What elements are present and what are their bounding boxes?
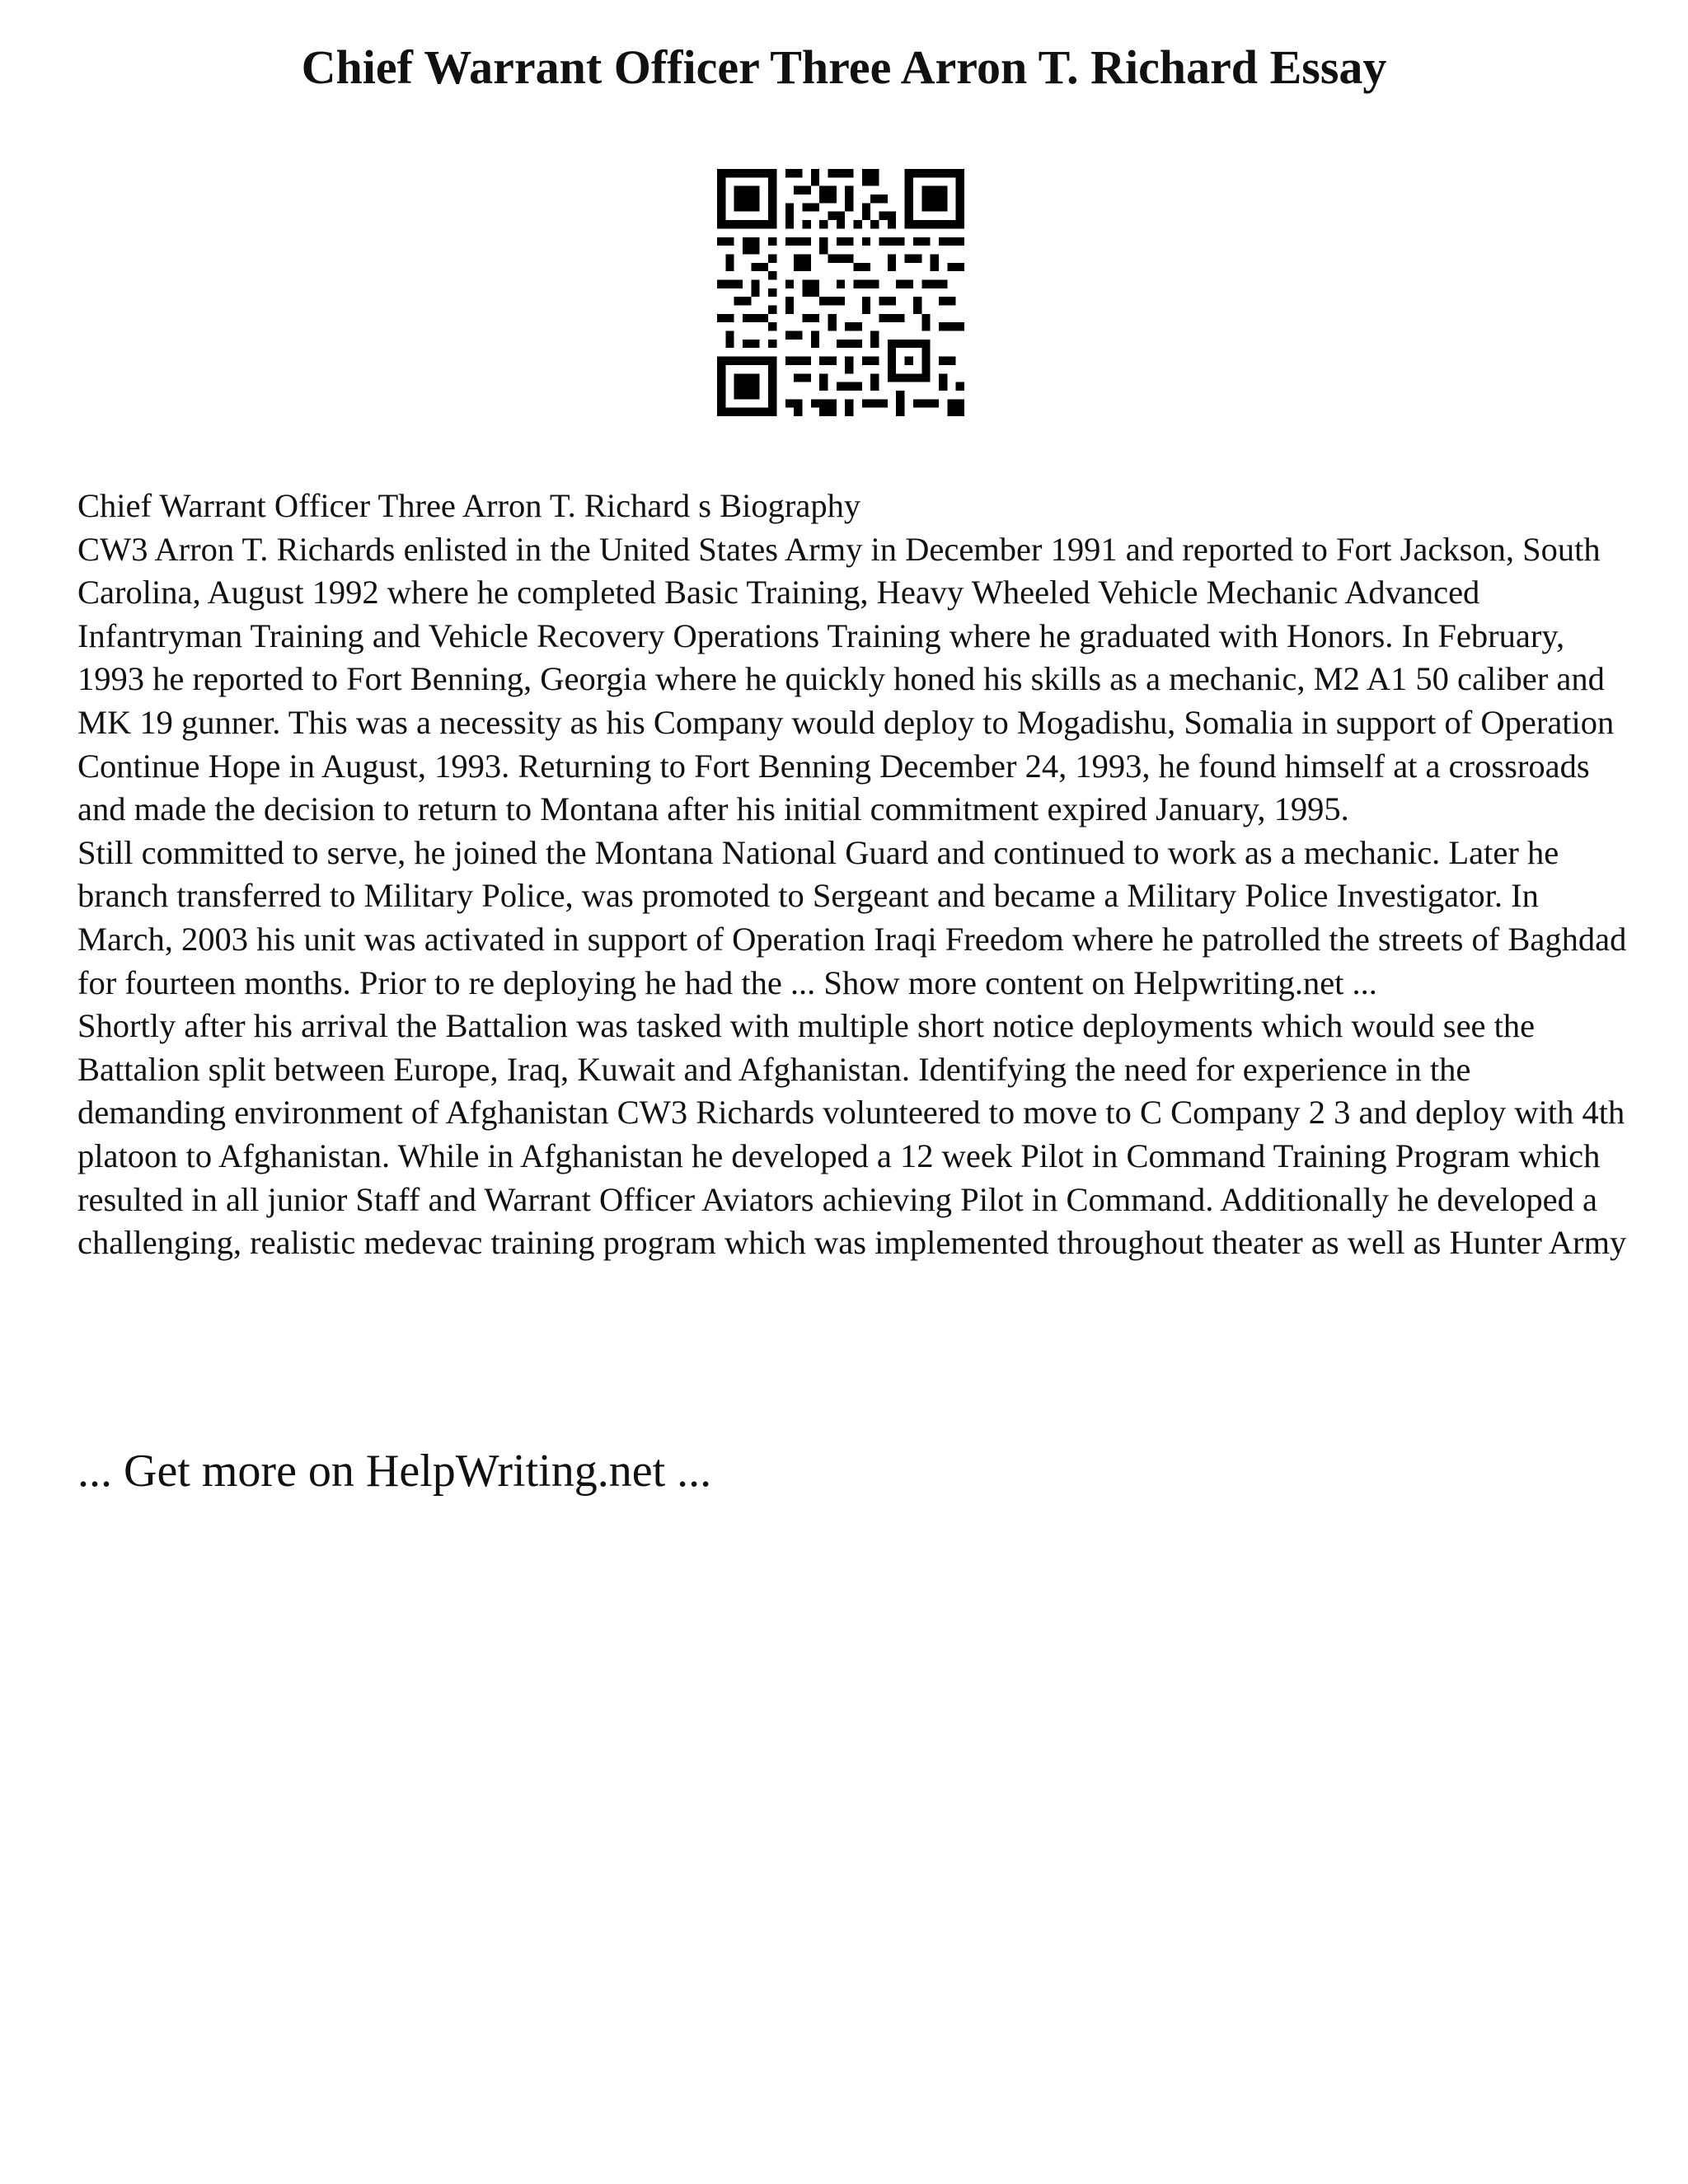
paragraph-national-guard: Still committed to serve, he joined the Montana National Guard and continued to work as a mechanic. Later he branch transferred to Military Police, was promoted to Sergeant and became a Military Police Investigator. In March, 2003 his unit was activated in support of Operation Iraqi Freedom where he patrolled the streets of Baghdad for fourteen months. Prior to re deploying he had the ... Show more content on Helpwriting.net ... [77,833,1627,1001]
essay-body [77,485,1627,1265]
paragraph-battalion: Shortly after his arrival the Battalion was tasked with multiple short notice deployments which would see the Battalion split between Europe, Iraq, Kuwait and Afghanistan. Identifying the need for experience in the demanding environment of Afghanistan CW3 Richards volunteered to move to C Company 2 3 and deploy with 4th platoon to Afghanistan. While in Afghanistan he developed a 12 week Pilot in Command Training Program which resulted in all junior Staff and Warrant Officer Aviators achieving Pilot in Command. Additionally he developed a challenging, realistic medevac training program which was implemented throughout theater as well as Hunter Army [77,1007,1627,1262]
get-more-link[interactable]: ... Get more on HelpWriting.net ... [77,1446,712,1497]
biography-heading: Chief Warrant Officer Three Arron T. Richard s Biography [77,487,861,524]
page-title: Chief Warrant Officer Three Arron T. Richard Essay [301,40,1387,94]
qr-code-icon [717,169,964,416]
paragraph-enlistment: CW3 Arron T. Richards enlisted in the United States Army in December 1991 and reported to Fort Jackson, South Carolina, August 1992 where he completed Basic Training, Heavy Wheeled Vehicle Mechanic Advanced Infantryman Training and Vehicle Recovery Operations Training where he graduated with Honors. In February, 1993 he reported to Fort Benning, Georgia where he quickly honed his skills as a mechanic, M2 A1 50 caliber and MK 19 gunner. This was a necessity as his Company would deploy to Mogadishu, Somalia in support of Operation Continue Hope in August, 1993. Returning to Fort Benning December 24, 1993, he found himself at a crossroads and made the decision to return to Montana after his initial commitment expired January, 1995. [77,530,1615,828]
